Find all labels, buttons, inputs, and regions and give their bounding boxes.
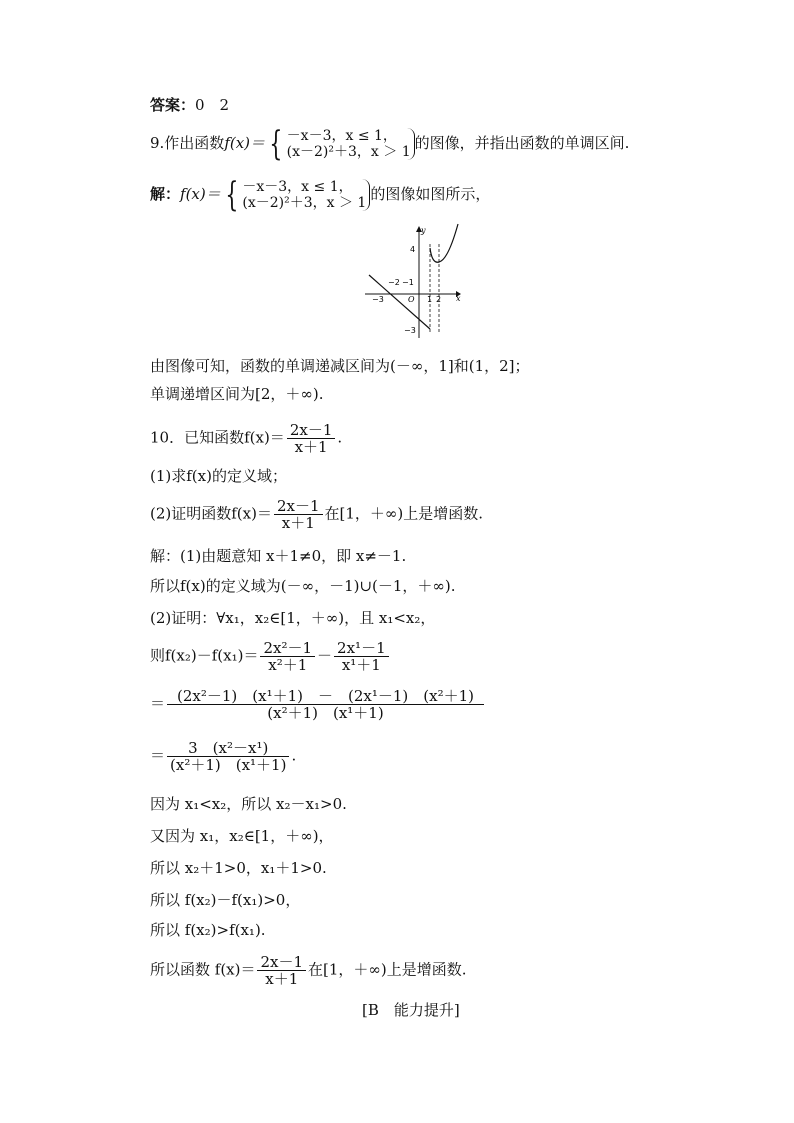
sol9-case2: (x－2)²＋3，x ＞ 1	[242, 195, 367, 211]
s4-frac1	[260, 640, 315, 673]
sol9-line3: 单调递增区间为[2，＋∞).	[150, 385, 324, 403]
s12-den: x＋1	[265, 970, 299, 988]
s12-suffix: 在[1，＋∞)上是增函数.	[308, 960, 467, 979]
y-label: y	[421, 226, 426, 235]
s12-frac	[257, 954, 306, 987]
sol10-s1: 解：(1)由题意知 x＋1≠0，即 x≠－1.	[150, 547, 407, 565]
sol10-s9: 所以 x₂＋1>0，x₁＋1>0.	[150, 859, 327, 877]
sol9-fx: f(x)＝	[180, 185, 221, 203]
s5-den: (x²＋1) (x¹＋1)	[267, 704, 384, 722]
sol9-brace: {	[225, 175, 239, 215]
s4-minus: －	[317, 646, 333, 665]
s6-den: (x²＋1) (x¹＋1)	[170, 756, 287, 774]
q10-part2	[150, 498, 483, 531]
tick-x1: 1	[427, 295, 433, 304]
sol9-case1: －x－3，x ≤ 1，	[242, 179, 353, 195]
sol9-piecewise	[221, 175, 371, 215]
sol9-line2: 由图像可知，函数的单调递减区间为(－∞，1]和(1，2]；	[150, 357, 530, 375]
s12-prefix: 所以函数 f(x)＝	[150, 960, 256, 979]
parabola-branch	[430, 224, 458, 262]
sol10-s6	[150, 740, 296, 773]
section-heading: [B 能力提升]	[362, 1001, 460, 1019]
q9-case1: －x－3，x ≤ 1，	[286, 128, 397, 144]
question-9	[150, 124, 630, 164]
s4-n2: 2x¹－1	[334, 640, 389, 657]
s5-num: (2x²－1) (x¹＋1) － (2x¹－1) (x²＋1)	[167, 688, 484, 705]
q10-prefix: 10．已知函数f(x)＝	[150, 428, 285, 447]
s4-frac2	[334, 640, 389, 673]
answer-line	[150, 95, 229, 115]
s5-frac	[167, 688, 484, 721]
sol10-s2: 所以f(x)的定义域为(－∞，－1)∪(－1，＋∞).	[150, 577, 456, 595]
q9-fx: f(x)＝	[224, 134, 266, 152]
tick-x2: 2	[436, 295, 442, 304]
tick-y4: 4	[410, 245, 416, 254]
answer-value: 0 2	[195, 96, 230, 114]
tick-ym3: −3	[404, 326, 416, 335]
s4-n1: 2x²－1	[260, 640, 315, 657]
sol10-s8: 又因为 x₁，x₂∈[1，＋∞)，	[150, 827, 334, 845]
function-graph	[360, 222, 470, 340]
q9-piecewise	[265, 124, 415, 164]
sol10-s4	[150, 640, 391, 673]
tick-m1: −1	[402, 278, 414, 287]
s4-d1: x²＋1	[268, 656, 308, 674]
s6-frac	[167, 740, 289, 773]
q10-p2-suffix: 在[1，＋∞)上是增函数.	[324, 504, 484, 523]
tick-xm3: −3	[372, 295, 384, 304]
q10-p2-num: 2x－1	[274, 498, 323, 515]
sol10-s3: (2)证明：∀x₁，x₂∈[1，＋∞)，且 x₁<x₂，	[150, 609, 436, 627]
solution-9	[150, 175, 491, 215]
s12-num: 2x－1	[257, 954, 306, 971]
q10-end: .	[337, 428, 343, 447]
tick-m2: −2	[388, 278, 400, 287]
sol10-s7: 因为 x₁<x₂，所以 x₂－x₁>0.	[150, 795, 347, 813]
q9-case2: (x－2)²＋3，x ＞ 1	[286, 144, 411, 160]
sol10-s5	[150, 688, 486, 721]
q10-p2-prefix: (2)证明函数f(x)＝	[150, 504, 272, 523]
sol10-s11: 所以 f(x₂)>f(x₁).	[150, 921, 266, 939]
q10-part1: (1)求f(x)的定义域；	[150, 467, 287, 485]
q10-num: 2x－1	[287, 422, 336, 439]
sol10-s12	[150, 954, 467, 987]
sol9-label: 解：	[150, 185, 181, 203]
sol10-s10: 所以 f(x₂)－f(x₁)>0，	[150, 891, 301, 909]
q9-prefix: 9.作出函数	[150, 134, 225, 152]
sol9-suffix: 的图像如图所示，	[370, 185, 491, 203]
q10-fraction	[287, 422, 336, 455]
s5-eq: ＝	[150, 694, 166, 713]
q10-den: x＋1	[294, 438, 328, 456]
q9-suffix: 的图像，并指出函数的单调区间.	[414, 134, 630, 152]
s6-end: .	[291, 746, 297, 765]
s4-prefix: 则f(x₂)－f(x₁)＝	[150, 646, 259, 665]
s6-eq: ＝	[150, 746, 166, 765]
q10-p2-den: x＋1	[281, 514, 315, 532]
answer-label: 答案：	[150, 96, 196, 114]
x-label: x	[456, 294, 461, 303]
q9-brace: {	[269, 124, 283, 164]
s6-num: 3 (x²－x¹)	[167, 740, 289, 757]
q10-p2-fraction	[274, 498, 323, 531]
s4-d2: x¹＋1	[341, 656, 381, 674]
question-10	[150, 422, 342, 455]
origin-label: O	[408, 295, 415, 304]
